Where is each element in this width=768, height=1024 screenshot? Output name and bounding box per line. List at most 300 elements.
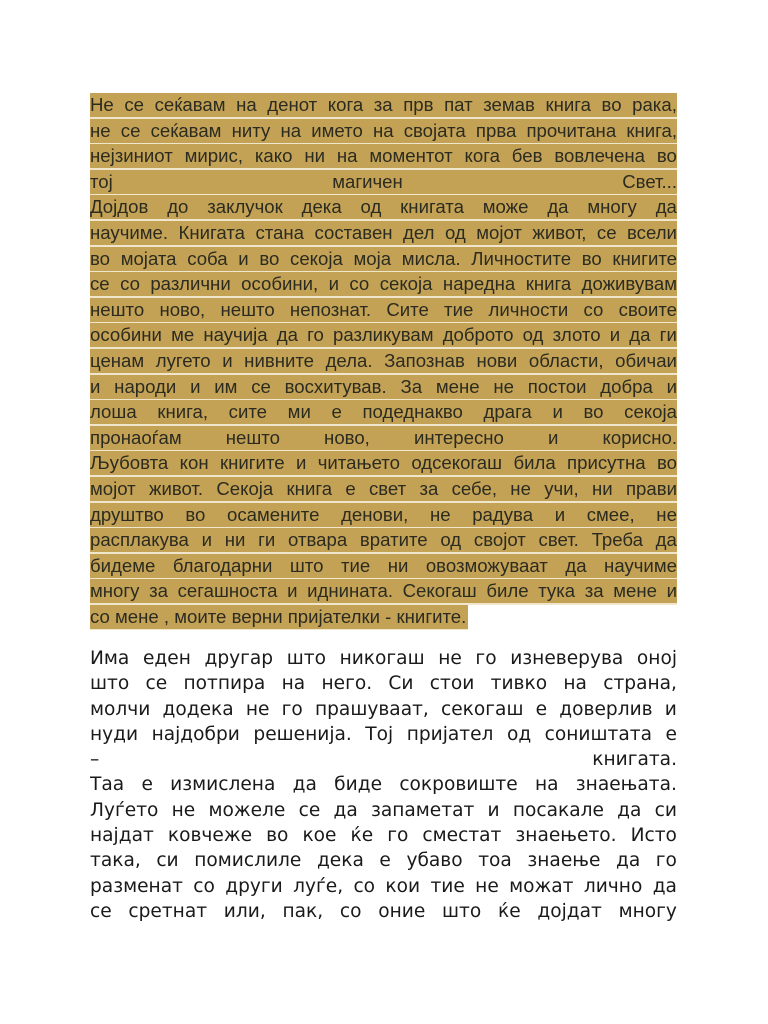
- word: отвара: [288, 529, 348, 551]
- word: ново,: [159, 298, 206, 320]
- word: подеднакво: [362, 401, 463, 423]
- word: и: [609, 324, 621, 346]
- highlighted-line: [90, 298, 677, 324]
- word: ковчеже: [167, 825, 253, 847]
- word: за: [419, 477, 439, 499]
- highlighted-text: [90, 119, 677, 145]
- highlighted-line: [90, 426, 677, 452]
- word: читањето: [317, 452, 400, 474]
- word: во: [656, 452, 677, 474]
- word: за: [373, 94, 393, 115]
- word: и: [666, 375, 677, 397]
- word: што: [90, 673, 130, 695]
- word: се: [596, 221, 617, 243]
- word: бев: [511, 145, 543, 167]
- word: убаво: [406, 850, 463, 872]
- word: Запознав: [384, 349, 465, 371]
- word: нови: [476, 349, 518, 371]
- word: знаењето.: [515, 825, 617, 847]
- body-line: [90, 848, 677, 873]
- word: восхитував.: [284, 375, 387, 397]
- word: биле: [486, 580, 529, 602]
- word: живот.: [149, 477, 204, 499]
- word: оние: [378, 900, 426, 922]
- word: многу: [618, 900, 677, 922]
- word: лоша: [90, 401, 137, 423]
- word: смее,: [586, 503, 635, 525]
- word: друштво: [90, 503, 164, 525]
- word: кои: [385, 875, 421, 897]
- word: се: [145, 673, 168, 695]
- word: секогаш: [441, 698, 524, 720]
- word: сите: [228, 401, 267, 423]
- word: сокровиште: [399, 774, 518, 796]
- word: тој: [90, 170, 113, 192]
- highlighted-line: [90, 221, 677, 247]
- word: одсекогаш: [411, 452, 503, 474]
- word: од: [444, 221, 466, 243]
- word: е: [345, 477, 356, 499]
- word: во: [581, 247, 602, 269]
- word: во: [185, 503, 206, 525]
- word: помислиле: [194, 850, 302, 872]
- highlighted-text: [90, 554, 677, 580]
- word: нејзиниот: [90, 145, 173, 167]
- word: изневерува: [510, 648, 624, 669]
- word: другар: [204, 648, 274, 669]
- word: свет: [368, 477, 407, 499]
- word: разликувам: [333, 324, 434, 346]
- word: пат: [444, 94, 473, 115]
- word: радува: [472, 503, 534, 525]
- word: се: [298, 799, 321, 821]
- word: тие: [430, 875, 465, 897]
- word: Книгата: [178, 221, 245, 243]
- word: дека: [316, 850, 364, 872]
- word: денот: [267, 94, 318, 115]
- highlighted-text: [90, 528, 677, 554]
- word: секоја: [624, 401, 677, 423]
- word: мисла.: [401, 247, 461, 269]
- word: моментот: [369, 145, 453, 167]
- word: сместат: [422, 825, 502, 847]
- word: дека: [301, 196, 342, 218]
- word: во: [583, 401, 604, 423]
- word: денови,: [341, 503, 409, 525]
- word: најдат: [90, 825, 154, 847]
- word: луѓе,: [293, 875, 344, 897]
- word: мене: [613, 580, 657, 602]
- highlighted-line: [90, 579, 677, 605]
- word: се: [90, 900, 112, 922]
- word: знаењата.: [575, 774, 677, 796]
- word: лично: [583, 875, 643, 897]
- word: дел: [403, 221, 435, 243]
- word: своите: [618, 298, 677, 320]
- word: научиме.: [90, 221, 169, 243]
- body-line: [90, 722, 677, 747]
- word: книгите: [612, 247, 677, 269]
- word: злото: [552, 324, 601, 346]
- word: Дојдов: [90, 196, 149, 218]
- word: Секогаш: [402, 580, 477, 602]
- word: книга: [286, 477, 333, 499]
- highlighted-line: [90, 272, 677, 298]
- word: не: [245, 698, 270, 720]
- highlighted-text: [90, 349, 677, 375]
- highlighted-text: [90, 503, 677, 529]
- highlighted-line: [90, 349, 677, 375]
- highlighted-text: [90, 400, 677, 426]
- word: што: [442, 900, 482, 922]
- highlighted-text: [90, 247, 677, 273]
- word: била: [513, 452, 556, 474]
- word: книга: [545, 94, 591, 115]
- word: и: [548, 426, 559, 448]
- word: книга,: [157, 401, 208, 423]
- word: со: [349, 273, 370, 295]
- word: тука: [538, 580, 576, 602]
- word: соништата: [544, 723, 652, 745]
- word: и: [328, 273, 339, 295]
- word: е: [331, 401, 342, 423]
- word: не: [656, 503, 677, 525]
- highlighted-text: со мене , моите верни пријателки - книгите.: [90, 605, 468, 631]
- word: сретнат: [128, 900, 208, 922]
- word: заклучок: [207, 196, 283, 218]
- word: и: [222, 349, 233, 371]
- word: драга: [483, 401, 532, 423]
- word: за: [584, 580, 604, 602]
- word: ќе: [497, 900, 521, 922]
- word: од: [522, 324, 544, 346]
- word: на: [534, 774, 559, 796]
- word: постои: [527, 375, 587, 397]
- body-line: [90, 646, 677, 671]
- word: Секоја: [216, 477, 274, 499]
- word: и: [295, 452, 307, 474]
- word: биде: [334, 774, 383, 796]
- word: од: [360, 196, 382, 218]
- word: додека: [162, 698, 234, 720]
- word: како: [254, 145, 293, 167]
- body-line: [90, 874, 677, 899]
- body-line: [90, 899, 677, 924]
- word: да: [652, 875, 677, 897]
- word: и: [554, 503, 566, 525]
- word: се: [251, 375, 271, 397]
- word: е: [379, 850, 391, 872]
- word: во: [266, 825, 289, 847]
- word: со: [193, 875, 215, 897]
- word: што: [289, 554, 324, 576]
- body-line: [90, 772, 677, 797]
- word: расплакува: [90, 529, 189, 551]
- word: на: [336, 145, 358, 167]
- highlighted-text: [90, 221, 677, 247]
- word: и: [552, 401, 563, 423]
- word: дојдат: [537, 900, 602, 922]
- highlighted-line: [90, 477, 677, 503]
- highlighted-line: [90, 528, 677, 554]
- word: Луѓето: [90, 799, 159, 821]
- word: Таа: [90, 774, 125, 796]
- word: не: [475, 875, 499, 897]
- body-line: [90, 671, 677, 696]
- word: сегашноста: [177, 580, 278, 602]
- highlighted-line: [90, 375, 677, 401]
- highlighted-text: [90, 272, 677, 298]
- word: мојот: [476, 221, 522, 243]
- word: области,: [528, 349, 604, 371]
- word: за: [149, 580, 168, 602]
- word: да: [617, 799, 642, 821]
- word: во: [656, 145, 677, 167]
- body-line: [90, 823, 677, 848]
- word: на: [236, 94, 257, 115]
- word: посакале: [512, 799, 604, 821]
- word: прва: [475, 119, 517, 141]
- word: добра: [600, 375, 653, 397]
- word: нуди: [90, 723, 139, 745]
- word: ниту: [231, 119, 271, 141]
- body-line: [90, 747, 677, 772]
- highlighted-text: [90, 579, 677, 605]
- word: на: [280, 119, 302, 141]
- highlighted-text: [90, 93, 677, 119]
- word: кога: [464, 145, 500, 167]
- word: Исто: [630, 825, 677, 847]
- word: доверлив: [559, 698, 653, 720]
- word: ги: [659, 324, 677, 346]
- word: така,: [90, 850, 141, 872]
- word: наредна: [442, 273, 516, 295]
- word: разменат: [90, 875, 183, 897]
- highlighted-text: [90, 375, 677, 401]
- word: лугето: [155, 349, 211, 371]
- word: присутна: [567, 452, 646, 474]
- word: во: [90, 247, 111, 269]
- word: составен: [314, 221, 393, 243]
- word: не: [493, 375, 514, 397]
- word: соба: [187, 247, 228, 269]
- word: и: [287, 580, 298, 602]
- word: бидеме: [90, 554, 156, 576]
- word: си: [156, 850, 179, 872]
- word: благодарни: [172, 554, 273, 576]
- word: иднината.: [307, 580, 393, 602]
- word: го: [307, 324, 324, 346]
- word: доброто: [442, 324, 514, 346]
- highlighted-line: [90, 554, 677, 580]
- word: е: [665, 723, 677, 745]
- word: не: [510, 477, 531, 499]
- word: моја: [353, 247, 392, 269]
- word: и: [664, 698, 677, 720]
- word: да: [276, 324, 298, 346]
- word: во: [601, 94, 622, 115]
- word: вовлечена: [554, 145, 646, 167]
- word: мене: [435, 375, 480, 397]
- highlighted-line: [90, 451, 677, 477]
- word: не: [90, 119, 111, 141]
- word: мирис,: [184, 145, 244, 167]
- word: прашуваат,: [314, 698, 429, 720]
- word: ме: [171, 324, 195, 346]
- body-line: [90, 798, 677, 823]
- word: мојата: [120, 247, 177, 269]
- highlighted-text: [90, 144, 677, 170]
- word: тоа: [478, 850, 512, 872]
- word: Тој: [365, 723, 394, 745]
- word: го: [655, 850, 677, 872]
- word: или,: [223, 900, 266, 922]
- word: Сите: [386, 298, 429, 320]
- word: интересно: [413, 426, 504, 448]
- word: За: [400, 375, 423, 397]
- word: научиме: [604, 554, 677, 576]
- word: научија: [203, 324, 268, 346]
- word: корисно.: [602, 426, 677, 448]
- word: книгата: [400, 196, 464, 218]
- word: запаметат: [370, 799, 475, 821]
- word: да: [629, 324, 651, 346]
- word: се: [120, 119, 141, 141]
- word: и: [487, 799, 500, 821]
- highlighted-line: [90, 503, 677, 529]
- word: магичен: [332, 170, 403, 192]
- word: кое: [302, 825, 337, 847]
- highlighted-text: [90, 195, 677, 221]
- word: кога: [327, 94, 364, 115]
- word: стана: [255, 221, 305, 243]
- word: не: [171, 799, 196, 821]
- highlighted-line: [90, 195, 677, 221]
- word: земав: [483, 94, 535, 115]
- word: да: [655, 196, 677, 218]
- word: –: [90, 749, 100, 771]
- word: ни: [224, 529, 246, 551]
- word: потпира: [183, 673, 266, 695]
- word: пак,: [282, 900, 324, 922]
- word: обичаи: [615, 349, 677, 371]
- word: прв: [403, 94, 434, 115]
- word: и: [666, 580, 677, 602]
- word: е: [141, 774, 153, 796]
- word: од: [440, 529, 462, 551]
- word: молчи: [90, 698, 151, 720]
- highlighted-text: [90, 323, 677, 349]
- word: ново,: [324, 426, 370, 448]
- word: мојот: [90, 477, 136, 499]
- word: книгите: [219, 452, 285, 474]
- word: да: [547, 196, 569, 218]
- highlighted-line: [90, 400, 677, 426]
- word: доживувам: [581, 273, 677, 295]
- word: својата: [403, 119, 466, 141]
- word: кон: [179, 452, 209, 474]
- body-paragraph: [90, 646, 677, 924]
- word: тие: [340, 554, 371, 576]
- word: да: [565, 554, 587, 576]
- word: и: [90, 375, 101, 397]
- word: знаење: [527, 850, 601, 872]
- word: особини: [90, 324, 162, 346]
- highlighted-text: [90, 451, 677, 477]
- word: нешто: [225, 426, 280, 448]
- word: тие: [444, 298, 474, 320]
- word: да: [333, 799, 358, 821]
- word: го: [281, 698, 303, 720]
- word: живот,: [532, 221, 587, 243]
- word: Свет...: [622, 170, 677, 192]
- word: својот: [473, 529, 526, 551]
- word: секоја: [290, 247, 343, 269]
- word: никогаш: [339, 648, 425, 669]
- word: Личностите: [471, 247, 572, 269]
- word: да: [655, 529, 677, 551]
- highlighted-paragraph: [90, 93, 677, 630]
- word: ми: [287, 401, 311, 423]
- word: вратите: [359, 529, 428, 551]
- word: најдобри: [151, 723, 240, 745]
- word: и: [238, 247, 249, 269]
- word: книга,: [626, 119, 677, 141]
- word: со: [353, 875, 376, 897]
- highlighted-line: [90, 144, 677, 170]
- word: непознат.: [289, 298, 372, 320]
- word: пријател: [406, 723, 494, 745]
- word: Љубовта: [90, 452, 169, 474]
- word: и: [190, 375, 201, 397]
- word: можат: [509, 875, 574, 897]
- highlighted-line: [90, 93, 677, 119]
- word: ќе: [350, 825, 374, 847]
- word: учи,: [544, 477, 579, 499]
- highlighted-line: [90, 119, 677, 145]
- word: ни: [387, 554, 409, 576]
- word: стои: [429, 673, 475, 695]
- word: сеќавам: [154, 94, 226, 115]
- word: и: [201, 529, 213, 551]
- word: книгата.: [592, 749, 677, 771]
- word: всели: [627, 221, 677, 243]
- word: страна,: [603, 673, 677, 695]
- word: многу: [90, 580, 140, 602]
- highlighted-line: [90, 605, 677, 631]
- highlighted-text: [90, 477, 677, 503]
- highlighted-line: [90, 170, 677, 196]
- word: ни: [304, 145, 325, 167]
- word: на: [281, 673, 306, 695]
- word: е: [535, 698, 548, 720]
- word: ценам: [90, 349, 145, 371]
- word: во: [259, 247, 280, 269]
- highlighted-line: [90, 247, 677, 273]
- word: името: [311, 119, 363, 141]
- word: од: [506, 723, 532, 745]
- word: не: [438, 648, 462, 669]
- word: да: [292, 774, 317, 796]
- word: книга: [525, 273, 572, 295]
- word: други: [225, 875, 283, 897]
- word: секоја: [379, 273, 433, 295]
- word: Има: [90, 648, 130, 669]
- word: се: [124, 94, 144, 115]
- word: на: [372, 119, 394, 141]
- word: на: [563, 673, 587, 695]
- word: прочитана: [526, 119, 617, 141]
